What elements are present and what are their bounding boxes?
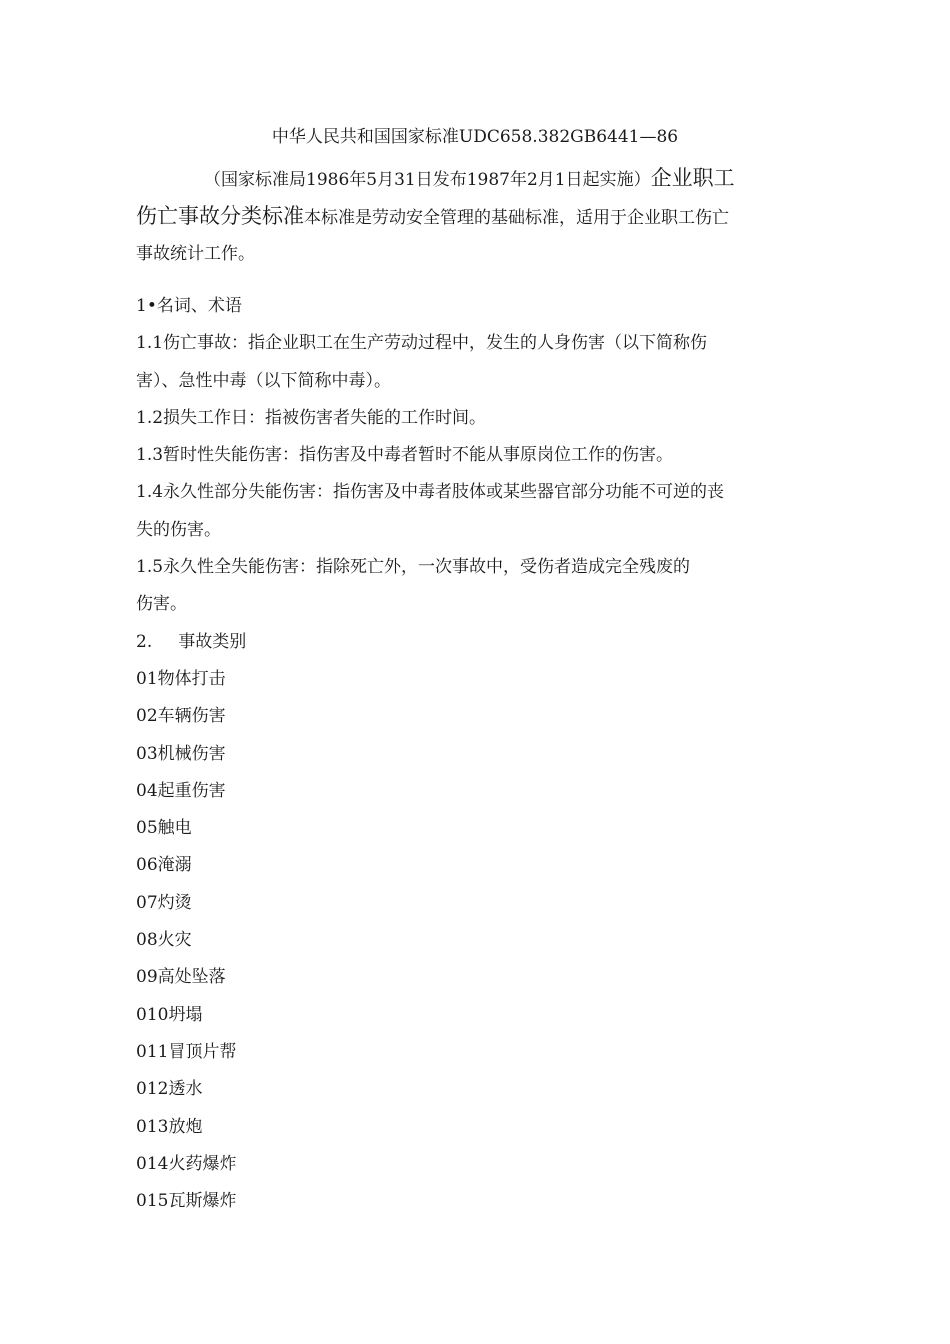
section-heading-terms: 1•名词、术语 (136, 296, 242, 316)
category-item: 03机械伤害 (136, 743, 226, 764)
description-line2: 事故统计工作。 (136, 244, 255, 264)
category-item: 06淹溺 (136, 855, 192, 876)
category-item: 012透水 (136, 1079, 203, 1100)
standard-title-part2: 伤亡事故分类标准 (136, 204, 304, 228)
term-item-3: 1.3暂时性失能伤害：指伤害及中毒者暂时不能从事原岗位工作的伤害。 (136, 445, 674, 466)
description-line1: 本标准是劳动安全管理的基础标准，适用于企业职工伤亡 (304, 208, 729, 228)
term-item-1-line2: 害）、急性中毒（以下简称中毒）。 (136, 370, 391, 391)
category-item: 010坍塌 (136, 1004, 203, 1025)
category-item: 015瓦斯爆炸 (136, 1191, 237, 1212)
category-item: 09高处坠落 (136, 967, 226, 988)
publication-note: （国家标准局1986年5月31日发布1987年2月1日起实施） (204, 170, 651, 190)
standard-header: 中华人民共和国国家标准UDC658.382GB6441—86 (271, 127, 679, 147)
category-item: 014火药爆炸 (136, 1153, 237, 1174)
term-item-4-line1: 1.4永久性部分失能伤害：指伤害及中毒者肢体或某些器官部分功能不可逆的丧 (136, 482, 725, 503)
term-item-5-line2: 伤害。 (136, 594, 187, 615)
term-item-5-line1: 1.5永久性全失能伤害：指除死亡外，一次事故中，受伤者造成完全残废的 (136, 557, 691, 578)
category-item: 04起重伤害 (136, 780, 226, 801)
category-item: 05触电 (136, 818, 192, 839)
category-item: 08火灾 (136, 930, 192, 951)
term-item-4-line2: 失的伤害。 (136, 519, 221, 540)
standard-title-part1: 企业职工 (650, 166, 735, 190)
term-item-2: 1.2损失工作日：指被伤害者失能的工作时间。 (136, 407, 487, 428)
section-number: 2. (136, 631, 153, 652)
section-title: 事故类别 (178, 631, 247, 652)
category-item: 02车辆伤害 (136, 706, 226, 727)
category-item: 07灼烫 (136, 892, 192, 913)
document-body (136, 288, 816, 1220)
intro-paragraph (136, 160, 816, 272)
term-item-1-line1: 1.1伤亡事故：指企业职工在生产劳动过程中，发生的人身伤害（以下简称伤 (136, 333, 708, 354)
section-heading-categories (136, 624, 816, 661)
category-item: 011冒顶片帮 (136, 1041, 237, 1062)
category-item: 013放炮 (136, 1116, 203, 1137)
category-item: 01物体打击 (136, 668, 226, 689)
